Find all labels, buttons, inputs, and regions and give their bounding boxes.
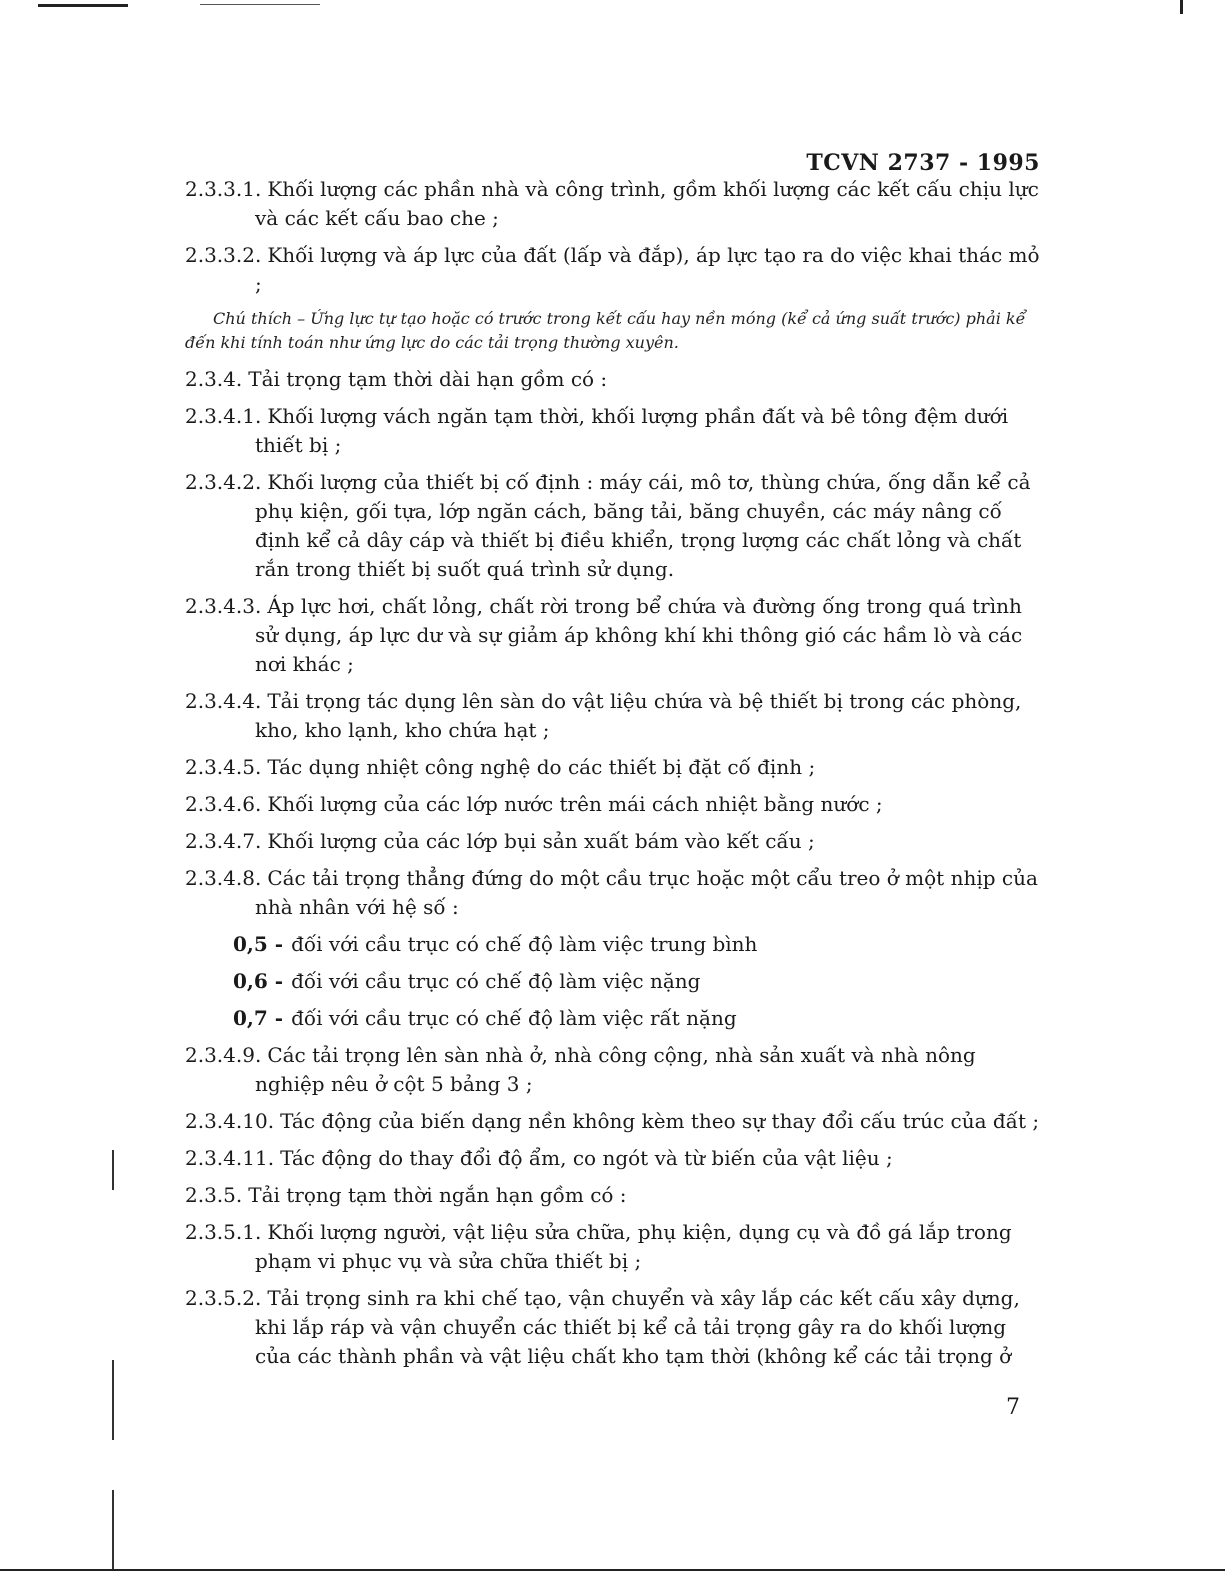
clause-2-3-5 (185, 1181, 1040, 1210)
clause-2-3-4-2 (185, 468, 1040, 584)
clause-number: 2.3.5.2. (185, 1286, 262, 1310)
clause-number: 2.3.4.7. (185, 829, 262, 853)
scan-artifact-top-thin (200, 4, 320, 5)
clause-number: 2.3.4.1. (185, 404, 262, 428)
coefficient-line (233, 1004, 1040, 1033)
clause-text: Tải trọng sinh ra khi chế tạo, vận chuyển và xây lắp các kết cấu xây dựng, khi lắp ráp và vận chuyển các thiết bị kể cả tải trọng gây ra do khối lượng của các thành phần và vật liệu chất kho tạm thời (không kể các tải trọng ở (255, 1286, 1020, 1368)
clause-2-3-3-2 (185, 241, 1040, 299)
clause-2-3-5-2 (185, 1284, 1040, 1371)
clause-text: Khối lượng của các lớp bụi sản xuất bám vào kết cấu ; (267, 829, 815, 853)
note-text: Ứng lực tự tạo hoặc có trước trong kết cấu hay nền móng (kể cả ứng suất trước) phải kể đến khi tính toán như ứng lực do các tải trọng thường xuyên. (185, 309, 1026, 352)
clause-text: Tải trọng tạm thời ngắn hạn gồm có : (248, 1183, 627, 1207)
clause-2-3-5-1 (185, 1218, 1040, 1276)
clause-2-3-4-7 (185, 827, 1040, 856)
clause-text: Khối lượng các phần nhà và công trình, gồm khối lượng các kết cấu chịu lực và các kết cấu bao che ; (255, 177, 1039, 230)
clause-number: 2.3.5. (185, 1183, 243, 1207)
clause-2-3-4-6 (185, 790, 1040, 819)
scan-artifact-margin (112, 1490, 114, 1570)
coefficient-text: đối với cầu trục có chế độ làm việc rất nặng (291, 1006, 737, 1030)
coefficient-line (233, 967, 1040, 996)
clause-text: Khối lượng của các lớp nước trên mái cách nhiệt bằng nước ; (267, 792, 883, 816)
clause-number: 2.3.4.4. (185, 689, 262, 713)
clause-text: Tải trọng tạm thời dài hạn gồm có : (248, 367, 608, 391)
clause-number: 2.3.4.10. (185, 1109, 275, 1133)
scan-artifact-bottom (0, 1569, 1225, 1571)
clause-number: 2.3.4.2. (185, 470, 262, 494)
clause-2-3-4-3 (185, 592, 1040, 679)
clause-number: 2.3.3.2. (185, 243, 262, 267)
clause-2-3-4-8 (185, 864, 1040, 922)
clause-text: Các tải trọng lên sàn nhà ở, nhà công cộng, nhà sản xuất và nhà nông nghiệp nêu ở cột 5 bảng 3 ; (255, 1043, 976, 1096)
clause-2-3-4-10 (185, 1107, 1040, 1136)
clause-number: 2.3.4.6. (185, 792, 262, 816)
clause-text: Tác động do thay đổi độ ẩm, co ngót và từ biến của vật liệu ; (280, 1146, 893, 1170)
clause-text: Khối lượng vách ngăn tạm thời, khối lượng phần đất và bê tông đệm dưới thiết bị ; (255, 404, 1009, 457)
clause-2-3-4-11 (185, 1144, 1040, 1173)
coefficient-value: 0,7 - (233, 1006, 284, 1030)
clause-text: Khối lượng người, vật liệu sửa chữa, phụ kiện, dụng cụ và đồ gá lắp trong phạm vi phục vụ và sửa chữa thiết bị ; (255, 1220, 1012, 1273)
clause-2-3-4-1 (185, 402, 1040, 460)
coefficient-text: đối với cầu trục có chế độ làm việc nặng (291, 969, 701, 993)
scan-artifact-margin (112, 1150, 114, 1190)
clause-number: 2.3.4. (185, 367, 243, 391)
coefficient-value: 0,6 - (233, 969, 284, 993)
scan-artifact-margin (112, 1360, 114, 1440)
scan-artifact-corner (1180, 0, 1183, 14)
clause-2-3-4-9 (185, 1041, 1040, 1099)
clause-2-3-4-5 (185, 753, 1040, 782)
clause-text: Các tải trọng thẳng đứng do một cầu trục hoặc một cẩu treo ở một nhịp của nhà nhân với hệ số : (255, 866, 1038, 919)
clause-text: Áp lực hơi, chất lỏng, chất rời trong bể chứa và đường ống trong quá trình sử dụng, áp lực dư và sự giảm áp không khí khi thông gió các hầm lò và các nơi khác ; (255, 594, 1023, 676)
clause-number: 2.3.3.1. (185, 177, 262, 201)
coefficient-value: 0,5 - (233, 932, 284, 956)
standard-header: TCVN 2737 - 1995 (806, 150, 1040, 176)
clause-number: 2.3.5.1. (185, 1220, 262, 1244)
clause-text: Khối lượng và áp lực của đất (lấp và đắp), áp lực tạo ra do việc khai thác mỏ ; (255, 243, 1040, 296)
document-body (185, 175, 1040, 1379)
note-paragraph (185, 307, 1040, 355)
note-label: Chú thích – (213, 309, 306, 328)
clause-number: 2.3.4.8. (185, 866, 262, 890)
page-number: 7 (1006, 1395, 1020, 1420)
clause-text: Tải trọng tác dụng lên sàn do vật liệu chứa và bệ thiết bị trong các phòng, kho, kho lạnh, kho chứa hạt ; (255, 689, 1022, 742)
coefficient-text: đối với cầu trục có chế độ làm việc trung bình (291, 932, 758, 956)
clause-number: 2.3.4.11. (185, 1146, 275, 1170)
clause-text: Khối lượng của thiết bị cố định : máy cái, mô tơ, thùng chứa, ống dẫn kể cả phụ kiện, gối tựa, lớp ngăn cách, băng tải, băng chuyền, các máy nâng cố định kể cả dây cáp và thiết bị điều khiển, trọng lượng các chất lỏng và chất rắn trong thiết bị suốt quá trình sử dụng. (255, 470, 1031, 581)
coefficient-line (233, 930, 1040, 959)
clause-text: Tác động của biến dạng nền không kèm theo sự thay đổi cấu trúc của đất ; (280, 1109, 1040, 1133)
clause-2-3-4 (185, 365, 1040, 394)
clause-2-3-4-4 (185, 687, 1040, 745)
clause-text: Tác dụng nhiệt công nghệ do các thiết bị đặt cố định ; (267, 755, 816, 779)
clause-number: 2.3.4.5. (185, 755, 262, 779)
clause-number: 2.3.4.9. (185, 1043, 262, 1067)
clause-number: 2.3.4.3. (185, 594, 262, 618)
scan-artifact-top (38, 4, 128, 7)
clause-2-3-3-1 (185, 175, 1040, 233)
